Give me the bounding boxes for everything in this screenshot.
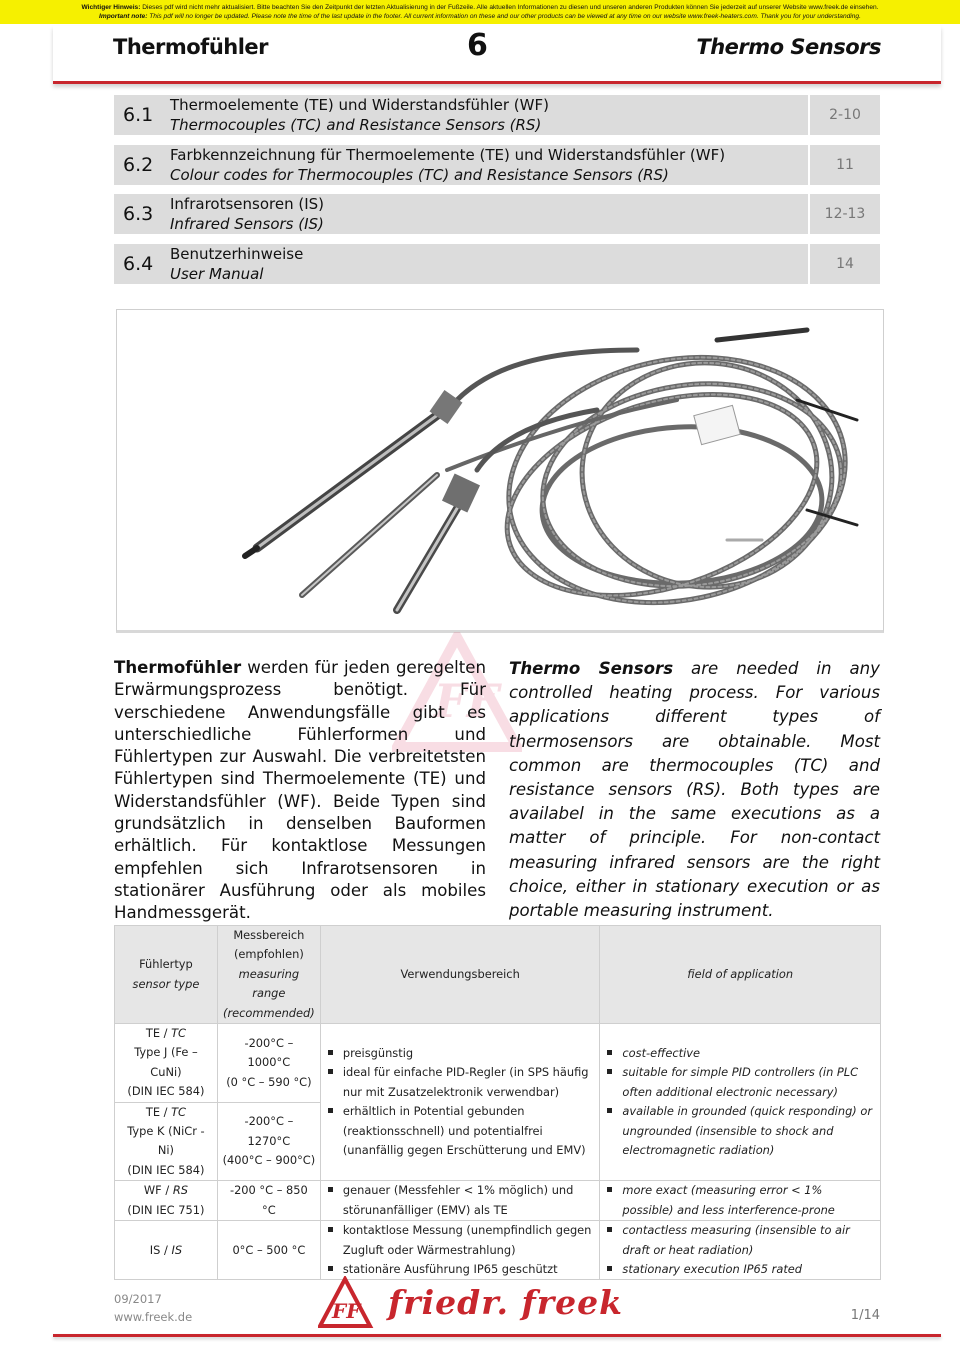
toc-row-6-4[interactable]: [114, 244, 880, 284]
use-de-is: kontaktlose Messung (unempfindlich gegen Zugluft oder Wärmestrahlung) stationäre Ausführung IP65 geschützt: [320, 1221, 600, 1280]
sensor-type-te-j: TE / TC Type J (Fe – CuNi) (DIN IEC 584): [115, 1024, 218, 1103]
use-en-wf: more exact (measuring error < 1% possible) and less interference-prone: [600, 1181, 881, 1221]
col-header-range: Messbereich (empfohlen) measuring range (recommended): [217, 926, 320, 1024]
sensor-type-te-k: TE / TC Type K (NiCr - Ni) (DIN IEC 584): [115, 1102, 218, 1181]
footer-rule: [53, 1334, 941, 1337]
table-row: [115, 1221, 881, 1280]
logo-wordmark: friedr. freek: [388, 1283, 623, 1322]
use-en-te: cost-effective suitable for simple PID controllers (in PLC often additional electronic necessary) available in grounded (quick responding) or ungrounded (insensible to shock and electromagnetic radiation): [600, 1024, 881, 1181]
sensor-type-is: IS / IS: [115, 1221, 218, 1280]
table-of-contents: [114, 95, 880, 294]
header-title-en: Thermo Sensors: [696, 35, 881, 59]
table-row: [115, 1024, 881, 1103]
intro-text-de: Thermofühler werden für jeden geregelten Erwärmungsprozess benötigt. Für verschiedene Anwendungsfälle gibt es unterschiedliche Fühlerformen und Fühlertypen zur Auswahl. Die verbreitetsten Fühlertypen sind Thermoelemente (TE) und Widerstandsfühler (WF). Beide Typen sind grundsätzlich in denselben Bauformen erhältlich. Für kontaktlose Messungen empfehlen sich Infrarotsensoren in stationärer Ausführung oder als mobiles Handmessgerät.: [114, 658, 486, 923]
toc-title-en: Thermocouples (TC) and Resistance Sensors (RS): [170, 116, 542, 134]
page-header: [53, 26, 941, 84]
col-header-type: Fühlertyp sensor type: [115, 926, 218, 1024]
toc-page: 11: [808, 145, 880, 185]
toc-row-6-3[interactable]: [114, 194, 880, 234]
range-wf: -200 °C – 850 °C: [217, 1181, 320, 1221]
range-is: 0°C – 500 °C: [217, 1221, 320, 1280]
toc-title-de: Infrarotsensoren (IS): [170, 195, 324, 214]
sensor-illustration: [117, 310, 883, 630]
thermo-sensor-photo: [116, 309, 884, 633]
toc-page: 12-13: [808, 194, 880, 234]
svg-text:FF: FF: [332, 1299, 361, 1323]
toc-title-en: Infrared Sensors (IS): [170, 215, 324, 234]
table-row: [115, 1181, 881, 1221]
toc-title-de: Thermoelemente (TE) und Widerstandsfühler (WF): [170, 96, 549, 114]
intro-text-en: Thermo Sensors are needed in any controlled heating process. For various applications different types of thermosensors are obtainable. Most common are thermocouples (TC) and resistance sensors (RS). Both types are availabel in the same executions as a matter of principle. For non-contact measuring infrared sensors are the right choice, either in stationary execution or as portable measuring instrument.: [509, 659, 880, 921]
use-en-is: contactless measuring (insensible to air draft or heat radiation) stationary execution IP65 rated: [600, 1221, 881, 1280]
notice-de: Wichtiger Hinweis: Dieses pdf wird nicht mehr aktualisiert. Bitte beachten Sie den Zeitpunkt der letzten Aktualisierung in der Fußzeile. Alle aktuellen Informationen zu diesen und unseren anderen Produkten können Sie jederzeit auf unserer Website www.freek.de einsehen.: [81, 4, 879, 11]
col-header-use-en: field of application: [600, 926, 881, 1024]
table-header-row: [115, 926, 881, 1024]
toc-number: 6.3: [123, 203, 154, 226]
sensor-spec-table: [114, 925, 881, 1280]
toc-title-en: Colour codes for Thermocouples (TC) and Resistance Sensors (RS): [170, 165, 669, 184]
toc-title-de: Benutzerhinweise: [170, 245, 304, 264]
page-number: 1/14: [850, 1308, 880, 1323]
use-de-wf: genauer (Messfehler < 1% möglich) und störunanfälliger (EMV) als TE: [320, 1181, 600, 1221]
range-te-j: -200°C – 1000°C (0 °C – 590 °C): [217, 1024, 320, 1103]
toc-page: 14: [808, 244, 880, 284]
toc-row-6-1[interactable]: [114, 95, 880, 135]
header-title-de: Thermofühler: [113, 35, 269, 59]
toc-row-6-2[interactable]: [114, 145, 880, 185]
sensor-type-wf: WF / RS (DIN IEC 751): [115, 1181, 218, 1221]
update-notice-banner: [0, 0, 960, 24]
range-te-k: -200°C – 1270°C (400°C – 900°C): [217, 1102, 320, 1181]
notice-en: Important note: This pdf will no longer be updated. Please note the time of the last update in the footer. All current information on these and our other products can be viewed at any time on our website www.freek-heaters.com. Thank you for your understanding.: [99, 13, 861, 20]
toc-number: 6.2: [123, 153, 154, 176]
svg-text:FF: FF: [434, 674, 500, 728]
footer-date: 09/2017: [114, 1292, 162, 1306]
toc-title-de: Farbkennzeichnung für Thermoelemente (TE) und Widerstandsfühler (WF): [170, 145, 726, 164]
toc-number: 6.4: [123, 253, 154, 276]
use-de-te: preisgünstig ideal für einfache PID-Regler (in SPS häufig nur mit Zusatzelektronik verwendbar) erhältlich in Potential gebunden (reaktionsschnell) und potentialfrei (unanfällig gegen Erschütterung und EMV): [320, 1024, 600, 1181]
toc-title-en: User Manual: [170, 265, 264, 284]
friedr-freek-logo: [318, 1276, 648, 1330]
toc-number: 6.1: [123, 104, 154, 126]
toc-page: 2-10: [808, 95, 880, 135]
col-header-use-de: Verwendungsbereich: [320, 926, 600, 1024]
footer-website-link[interactable]: www.freek.de: [114, 1310, 193, 1324]
chapter-number: 6: [467, 28, 488, 63]
